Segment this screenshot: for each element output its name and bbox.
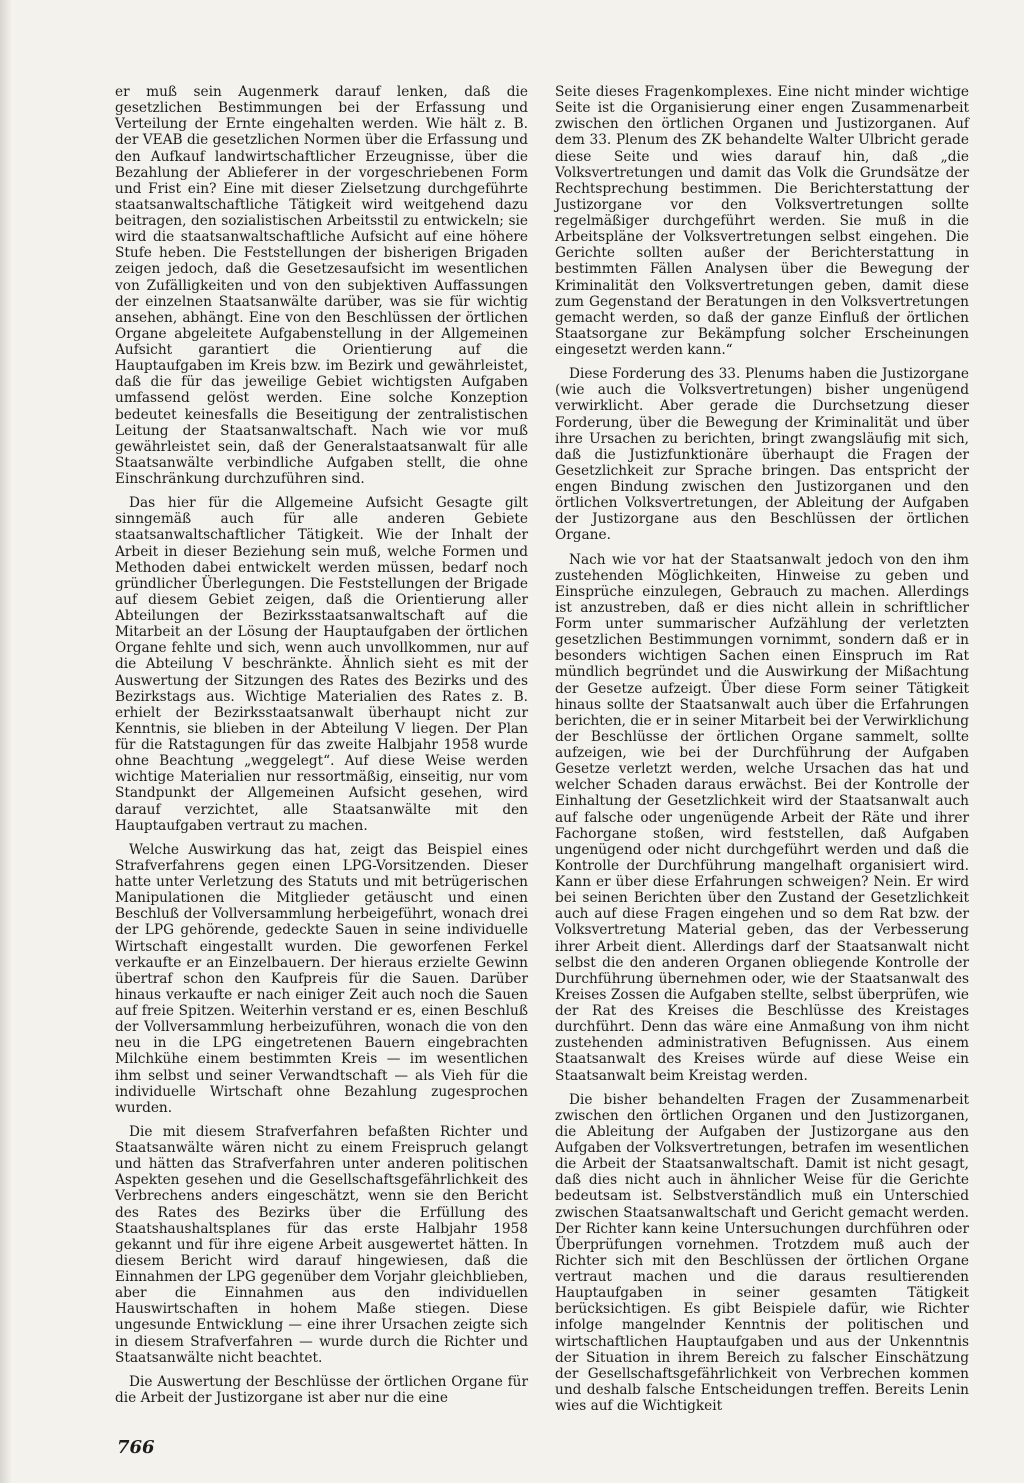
paragraph: Welche Auswirkung das hat, zeigt das Beispiel eines Strafverfahrens gegen einen LPG-Vorsitzenden. Dieser hatte unter Verletzung des Statuts und mit betrügerischen Manipulationen die Mitglieder getäuscht und einen Beschluß der Vollversammlung herbeigeführt, wonach drei der LPG gehörende, gedeckte Sauen in seine individuelle Wirtschaft eingestallt wurden. Die geworfenen Ferkel verkaufte er an Einzelbauern. Der hieraus erzielte Gewinn übertraf schon den Kaufpreis für die Sauen. Darüber hinaus verkaufte er nach einiger Zeit auch noch die Sauen auf freie Spitzen. Weiterhin verstand er es, einen Beschluß der Vollversammlung herbeizuführen, wonach die von den neu in die LPG eingetretenen Bauern eingebrachten Milchkühe einem bestimmten Kreis — im wesentlichen ihm selbst und seiner Verwandtschaft — als Vieh für die individuelle Wirtschaft ohne Bezahlung zugesprochen wurden. xyxy=(115,841,528,1116)
page-number: 766 xyxy=(117,1437,155,1458)
paragraph: Diese Forderung des 33. Plenums haben die Justizorgane (wie auch die Volksvertretungen) bisher ungenügend verwirklicht. Aber gerade die Durchsetzung dieser Forderung, über die Bewegung der Kriminalität und über ihre Ursachen zu berichten, bringt zwangsläufig mit sich, daß die Justizfunktionäre überhaupt die Fragen der Gesetzlichkeit zur Sprache bringen. Das entspricht der engen Bindung zwischen den Justizorganen und den örtlichen Volksvertretungen, der Ableitung der Aufgaben der Justizorgane aus den Beschlüssen der örtlichen Organe. xyxy=(555,366,969,544)
paragraph: Die Auswertung der Beschlüsse der örtlichen Organe für die Arbeit der Justizorgane ist aber nur die eine xyxy=(115,1373,528,1406)
paragraph: er muß sein Augenmerk darauf lenken, daß die gesetzlichen Bestimmungen bei der Erfassung und Verteilung der Ernte eingehalten werden. Wie hält z. B. der VEAB die gesetzlichen Normen über die Erfassung und den Aufkauf landwirtschaftlicher Erzeugnisse, über die Bezahlung der Ablieferer in der vorgeschriebenen Form und Frist ein? Eine mit dieser Zielsetzung durchgeführte staatsanwaltschaftliche Tätigkeit wird weitgehend dazu beitragen, den sozialistischen Arbeitsstil zu entwickeln; sie wird die staatsanwaltschaftliche Aufsicht auf eine höhere Stufe heben. Die Feststellungen der bisherigen Brigaden zeigen jedoch, daß die Gesetzesaufsicht im wesentlichen von Zufälligkeiten und von den subjektiven Auffassungen der einzelnen Staatsanwälte darüber, was sie für wichtig ansehen, abhängt. Eine von den Beschlüssen der örtlichen Organe abgeleitete Aufgabenstellung in der Allgemeinen Aufsicht garantiert die Orientierung auf die Hauptaufgaben im Kreis bzw. im Bezirk und gewährleistet, daß die für das jeweilige Gebiet wichtigsten Aufgaben umfassend gelöst werden. Eine solche Konzeption bedeutet keinesfalls die Beseitigung der zentralistischen Leitung der Staatsanwaltschaft. Nach wie vor muß gewährleistet sein, daß der Generalstaatsanwalt für alle Staatsanwälte verbindliche Aufgaben stellt, die ohne Einschränkung durchzuführen sind. xyxy=(115,84,528,487)
paragraph: Die bisher behandelten Fragen der Zusammenarbeit zwischen den örtlichen Organen und den Justizorganen, die Ableitung der Aufgaben der Justizorgane aus den Aufgaben der Volksvertretungen, betrafen im wesentlichen die Arbeit der Staatsanwaltschaft. Damit ist nicht gesagt, daß dies nicht auch in ähnlicher Weise für die Gerichte bedeutsam ist. Selbstverständlich muß ein Unterschied zwischen Staatsanwaltschaft und Gericht gemacht werden. Der Richter kann keine Untersuchungen durchführen oder Überprüfungen vornehmen. Trotzdem muß auch der Richter sich mit den Beschlüssen der örtlichen Organe vertraut machen und die daraus resultierenden Hauptaufgaben in seiner gesamten Tätigkeit berücksichtigen. Es gibt Beispiele dafür, wie Richter infolge mangelnder Kenntnis der politischen und wirtschaftlichen Hauptaufgaben und aus der Unkenntnis der Situation in ihrem Bereich zu falscher Einschätzung der Gesellschaftsgefährlichkeit von Verbrechen kommen und deshalb falsche Entscheidungen treffen. Bereits Lenin wies auf die Wichtigkeit xyxy=(555,1091,969,1414)
paragraph: Die mit diesem Strafverfahren befaßten Richter und Staatsanwälte wären nicht zu einem Freispruch gelangt und hätten das Strafverfahren unter anderen politischen Aspekten gesehen und die Gesellschaftsgefährlichkeit des Verbrechens anders eingeschätzt, wenn sie den Bericht des Rates des Bezirks über die Erfüllung des Staatshaushaltsplanes für das erste Halbjahr 1958 gekannt und für ihre eigene Arbeit ausgewertet hätten. In diesem Bericht wird darauf hingewiesen, daß die Einnahmen der LPG gegenüber dem Vorjahr gleichblieben, aber die Einnahmen aus den individuellen Hauswirtschaften in hohem Maße stiegen. Diese ungesunde Entwicklung — eine ihrer Ursachen zeigte sich in diesem Strafverfahren — wurde durch die Richter und Staatsanwälte nicht beachtet. xyxy=(115,1123,528,1366)
paragraph: Seite dieses Fragenkomplexes. Eine nicht minder wichtige Seite ist die Organisierung einer engen Zusammenarbeit zwischen den örtlichen Organen und Justizorganen. Auf dem 33. Plenum des ZK behandelte Walter Ulbricht gerade diese Seite und wies darauf hin, daß „die Volksvertretungen und damit das Volk die Grundsätze der Rechtsprechung bestimmen. Die Berichterstattung der Justizorgane vor den Volksvertretungen sollte regelmäßiger durchgeführt werden. Sie muß in die Arbeitspläne der Volksvertretungen selbst eingehen. Die Gerichte sollten außer der Berichterstattung in bestimmten Fällen Analysen über die Bewegung der Kriminalität den Volksvertretungen geben, damit diese zum Gegenstand der Beratungen in den Volksvertretungen gemacht werden, so daß der ganze Einfluß der örtlichen Staatsorgane zur Bekämpfung solcher Erscheinungen eingesetzt werden kann.“ xyxy=(555,84,969,358)
right-column xyxy=(555,84,969,1422)
left-column xyxy=(115,84,528,1414)
paragraph: Das hier für die Allgemeine Aufsicht Gesagte gilt sinngemäß auch für alle anderen Gebiete staatsanwaltschaftlicher Tätigkeit. Wie der Inhalt der Arbeit in dieser Beziehung sein muß, welche Formen und Methoden dabei entwickelt werden müssen, bedarf noch gründlicher Überlegungen. Die Feststellungen der Brigade auf diesem Gebiet zeigen, daß die Orientierung aller Abteilungen der Bezirksstaatsanwaltschaft auf die Mitarbeit an der Lösung der Hauptaufgaben der örtlichen Organe fehlte und sich, wenn auch unvollkommen, nur auf die Abteilung V beschränkte. Ähnlich sieht es mit der Auswertung der Sitzungen des Rates des Bezirks und des Bezirkstags aus. Wichtige Materialien des Rates z. B. erhielt der Bezirksstaatsanwalt überhaupt nicht zur Kenntnis, sie blieben in der Abteilung V liegen. Der Plan für die Ratstagungen für das zweite Halbjahr 1958 wurde ohne Beachtung „weggelegt“. Auf diese Weise werden wichtige Materialien nur ressortmäßig, einseitig, nur vom Standpunkt der Allgemeinen Aufsicht gesehen, wird darauf verzichtet, alle Staatsanwälte mit den Hauptaufgaben vertraut zu machen. xyxy=(115,495,528,834)
scan-edge xyxy=(0,0,12,1483)
paragraph: Nach wie vor hat der Staatsanwalt jedoch von den ihm zustehenden Möglichkeiten, Hinweise zu geben und Einsprüche einzulegen, Gebrauch zu machen. Allerdings ist anzustreben, daß er dies nicht allein in schriftlicher Form unter summarischer Aufzählung der verletzten gesetzlichen Bestimmungen vornimmt, sondern daß er in besonders wichtigen Sachen einen Einspruch im Rat mündlich begründet und die Auswirkung der Mißachtung der Gesetze aufzeigt. Über diese Form seiner Tätigkeit hinaus sollte der Staatsanwalt auch über die Erfahrungen berichten, die er in seiner Mitarbeit bei der Verwirklichung der Beschlüsse der örtlichen Organe sammelt, sollte aufzeigen, wie bei der Durchführung der Aufgaben Gesetze verletzt werden, welche Ursachen das hat und welcher Schaden daraus erwächst. Bei der Kontrolle der Einhaltung der Gesetzlichkeit wird der Staatsanwalt auch auf falsche oder ungenügende Arbeit der Räte und ihrer Fachorgane stoßen, wird feststellen, daß Aufgaben ungenügend oder nicht durchgeführt werden und daß die Kontrolle der Durchführung mangelhaft organisiert wird. Kann er über diese Erfahrungen schweigen? Nein. Er wird bei seinen Berichten über den Zustand der Gesetzlichkeit auch auf diese Fragen eingehen und so dem Rat bzw. der Volksvertretung Material geben, das der Verbesserung ihrer Arbeit dient. Allerdings darf der Staatsanwalt nicht selbst die den anderen Organen obliegende Kontrolle der Durchführung übernehmen oder, wie der Staatsanwalt des Kreises Zossen die Aufgaben stellte, selbst überprüfen, wie der Rat des Kreises die Beschlüsse des Kreistages durchführt. Denn das wäre eine Anmaßung von ihm nicht zustehenden administrativen Befugnissen. Aus einem Staatsanwalt des Kreises würde auf diese Weise ein Staatsanwalt beim Kreistag werden. xyxy=(555,551,969,1084)
